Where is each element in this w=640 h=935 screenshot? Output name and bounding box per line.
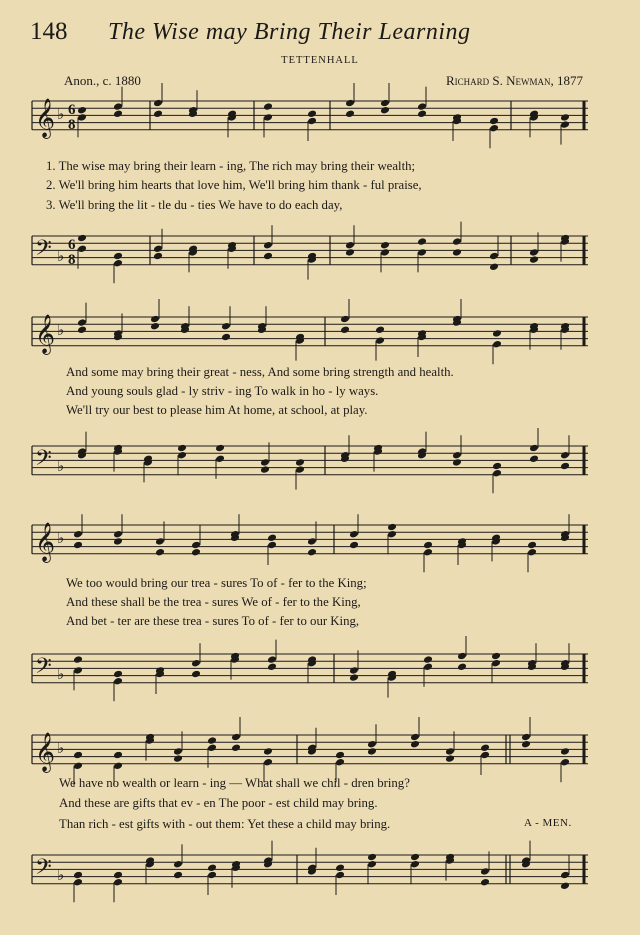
tune-name: TETTENHALL (281, 55, 359, 66)
note-head (260, 465, 270, 474)
bass-clef-icon: 𝄢 (35, 654, 52, 684)
time-signature-bottom: 8 (68, 252, 76, 268)
note-head (492, 329, 502, 338)
flat-key-signature-icon: ♭ (57, 323, 65, 339)
note-head (177, 451, 187, 460)
note-head (77, 245, 87, 254)
lyric-line: We'll try our best to please him At home, at school, at play. (66, 403, 368, 417)
note-head (153, 110, 163, 119)
note-head (367, 860, 377, 869)
note-head (207, 864, 217, 873)
lyric-line: 3. We'll bring the lit - tle du - ties We have to do each day, (46, 198, 343, 212)
note-head (113, 751, 123, 760)
note-head (349, 530, 359, 539)
note-head (207, 744, 217, 753)
note-head (191, 548, 201, 557)
lyric-line: And bet - ter are these trea - sures To of - fer to our King, (66, 614, 360, 628)
note-head (73, 666, 83, 675)
lyric-line: And these are gifts that ev - en The poor - est child may bring. (59, 796, 378, 810)
hymn-title: The Wise may Bring Their Learning (108, 19, 471, 45)
note-head (560, 462, 570, 471)
note-head (387, 523, 397, 532)
note-head (375, 336, 385, 345)
note-head (335, 864, 345, 873)
note-head (521, 733, 531, 742)
amen-text: A - MEN. (524, 817, 572, 829)
treble-clef-icon: 𝄞 (35, 314, 56, 354)
note-head (191, 541, 201, 550)
note-head (77, 318, 87, 327)
note-head (375, 326, 385, 335)
note-head (480, 878, 490, 887)
note-head (73, 530, 83, 539)
note-head (267, 663, 277, 672)
note-head (113, 252, 123, 261)
note-head (177, 444, 187, 453)
note-head (492, 469, 502, 478)
lyric-line: 2. We'll bring him hearts that love him, We'll bring him thank - ful praise, (46, 178, 422, 192)
note-head (263, 241, 273, 250)
note-head (367, 740, 377, 749)
note-head (335, 871, 345, 880)
note-head (73, 541, 83, 550)
treble-clef-icon: 𝄞 (35, 522, 56, 562)
note-head (560, 871, 570, 880)
note-head (113, 677, 123, 686)
note-head (153, 99, 163, 108)
note-head (527, 548, 537, 557)
time-signature-top: 6 (68, 102, 76, 118)
note-head (221, 322, 231, 331)
note-head (410, 853, 420, 862)
bass-clef-icon: 𝄢 (35, 855, 52, 885)
note-head (113, 110, 123, 119)
note-head (73, 871, 83, 880)
lyric-line: And these shall be the trea - sures We of - fer to the King, (66, 595, 361, 609)
note-head (340, 326, 350, 335)
note-head (410, 733, 420, 742)
note-head (349, 541, 359, 550)
music-credit: Richard S. Newman, 1877 (445, 73, 583, 88)
note-head (489, 117, 499, 126)
note-head (77, 326, 87, 335)
note-head (113, 762, 123, 771)
note-head (410, 740, 420, 749)
note-head (207, 736, 217, 745)
note-head (207, 871, 217, 880)
note-head (457, 663, 467, 672)
note-head (380, 241, 390, 250)
note-head (492, 340, 502, 349)
flat-key-signature-icon: ♭ (57, 459, 65, 475)
note-head (307, 117, 317, 126)
lyric-line: And young souls glad - ly striv - ing To walk in ho - ly ways. (66, 384, 379, 398)
note-head (423, 541, 433, 550)
note-head (113, 871, 123, 880)
flat-key-signature-icon: ♭ (57, 107, 65, 123)
note-head (457, 652, 467, 661)
flat-key-signature-icon: ♭ (57, 667, 65, 683)
note-head (231, 733, 241, 742)
note-head (452, 451, 462, 460)
note-head (155, 548, 165, 557)
note-head (77, 234, 87, 243)
flat-key-signature-icon: ♭ (57, 249, 65, 265)
note-head (445, 754, 455, 763)
note-head (367, 853, 377, 862)
note-head (335, 751, 345, 760)
note-head (417, 237, 427, 246)
note-head (452, 458, 462, 467)
note-head (417, 102, 427, 111)
note-head (480, 744, 490, 753)
note-head (73, 878, 83, 887)
note-head (489, 252, 499, 261)
note-head (491, 659, 501, 668)
note-head (73, 655, 83, 664)
note-head (191, 670, 201, 679)
treble-clef-icon: 𝄞 (35, 732, 56, 772)
note-head (307, 548, 317, 557)
note-head (521, 740, 531, 749)
note-head (113, 537, 123, 546)
note-head (295, 458, 305, 467)
note-head (260, 458, 270, 467)
note-head (77, 113, 87, 122)
note-head (529, 248, 539, 257)
note-head (349, 666, 359, 675)
note-head (529, 444, 539, 453)
note-head (560, 120, 570, 129)
note-head (307, 110, 317, 119)
note-head (345, 110, 355, 119)
note-head (560, 451, 570, 460)
note-head (150, 315, 160, 324)
note-head (221, 333, 231, 342)
note-head (73, 751, 83, 760)
note-head (155, 537, 165, 546)
lyric-line: And some may bring their great - ness, And some bring strength and health. (66, 365, 454, 379)
flat-key-signature-icon: ♭ (57, 868, 65, 884)
note-head (267, 534, 277, 543)
note-head (417, 110, 427, 119)
note-head (489, 263, 499, 272)
note-head (480, 751, 490, 760)
note-head (527, 541, 537, 550)
note-head (73, 762, 83, 771)
note-head (113, 102, 123, 111)
note-head (560, 113, 570, 122)
flat-key-signature-icon: ♭ (57, 531, 65, 547)
note-head (445, 747, 455, 756)
lyric-line: 1. The wise may bring their learn - ing, The rich may bring their wealth; (46, 159, 416, 173)
note-head (380, 99, 390, 108)
note-head (113, 878, 123, 887)
note-head (491, 652, 501, 661)
bass-clef-icon: 𝄢 (35, 236, 52, 266)
note-head (215, 444, 225, 453)
hymn-number: 148 (30, 18, 68, 45)
note-head (529, 255, 539, 264)
note-head (267, 541, 277, 550)
note-head (231, 744, 241, 753)
note-head (345, 99, 355, 108)
lyric-line: Than rich - est gifts with - out them: Yet these a child may bring. (59, 817, 391, 831)
note-head (77, 106, 87, 115)
note-head (307, 537, 317, 546)
note-head (263, 252, 273, 261)
note-head (263, 113, 273, 122)
note-head (340, 315, 350, 324)
note-head (173, 754, 183, 763)
time-signature-bottom: 8 (68, 117, 76, 133)
note-head (263, 747, 273, 756)
time-signature-top: 6 (68, 237, 76, 253)
note-head (113, 530, 123, 539)
note-head (191, 659, 201, 668)
lyric-line: We too would bring our trea - sures To of - fer to the King; (66, 576, 367, 590)
note-head (153, 252, 163, 261)
note-head (345, 248, 355, 257)
note-head (423, 663, 433, 672)
note-head (335, 758, 345, 767)
note-head (560, 747, 570, 756)
note-head (417, 248, 427, 257)
note-head (345, 241, 355, 250)
note-head (150, 322, 160, 331)
flat-key-signature-icon: ♭ (57, 741, 65, 757)
note-head (113, 259, 123, 268)
note-head (263, 758, 273, 767)
note-head (423, 655, 433, 664)
note-head (380, 248, 390, 257)
note-head (492, 462, 502, 471)
treble-clef-icon: 𝄞 (35, 98, 56, 138)
note-head (452, 237, 462, 246)
bass-clef-icon: 𝄢 (35, 446, 52, 476)
note-head (560, 758, 570, 767)
note-head (349, 673, 359, 682)
note-head (489, 124, 499, 133)
note-head (113, 670, 123, 679)
note-head (173, 871, 183, 880)
note-head (267, 655, 277, 664)
note-head (215, 455, 225, 464)
note-head (153, 245, 163, 254)
note-head (480, 867, 490, 876)
note-head (452, 248, 462, 257)
note-head (173, 860, 183, 869)
note-head (263, 102, 273, 111)
note-head (423, 548, 433, 557)
note-head (173, 747, 183, 756)
note-head (295, 465, 305, 474)
note-head (387, 530, 397, 539)
note-head (367, 747, 377, 756)
note-head (560, 882, 570, 891)
note-head (529, 455, 539, 464)
note-head (410, 860, 420, 869)
words-credit: Anon., c. 1880 (64, 73, 141, 88)
lyric-line: We have no wealth or learn - ing — What shall we chil - dren bring? (59, 776, 410, 790)
note-head (380, 106, 390, 115)
